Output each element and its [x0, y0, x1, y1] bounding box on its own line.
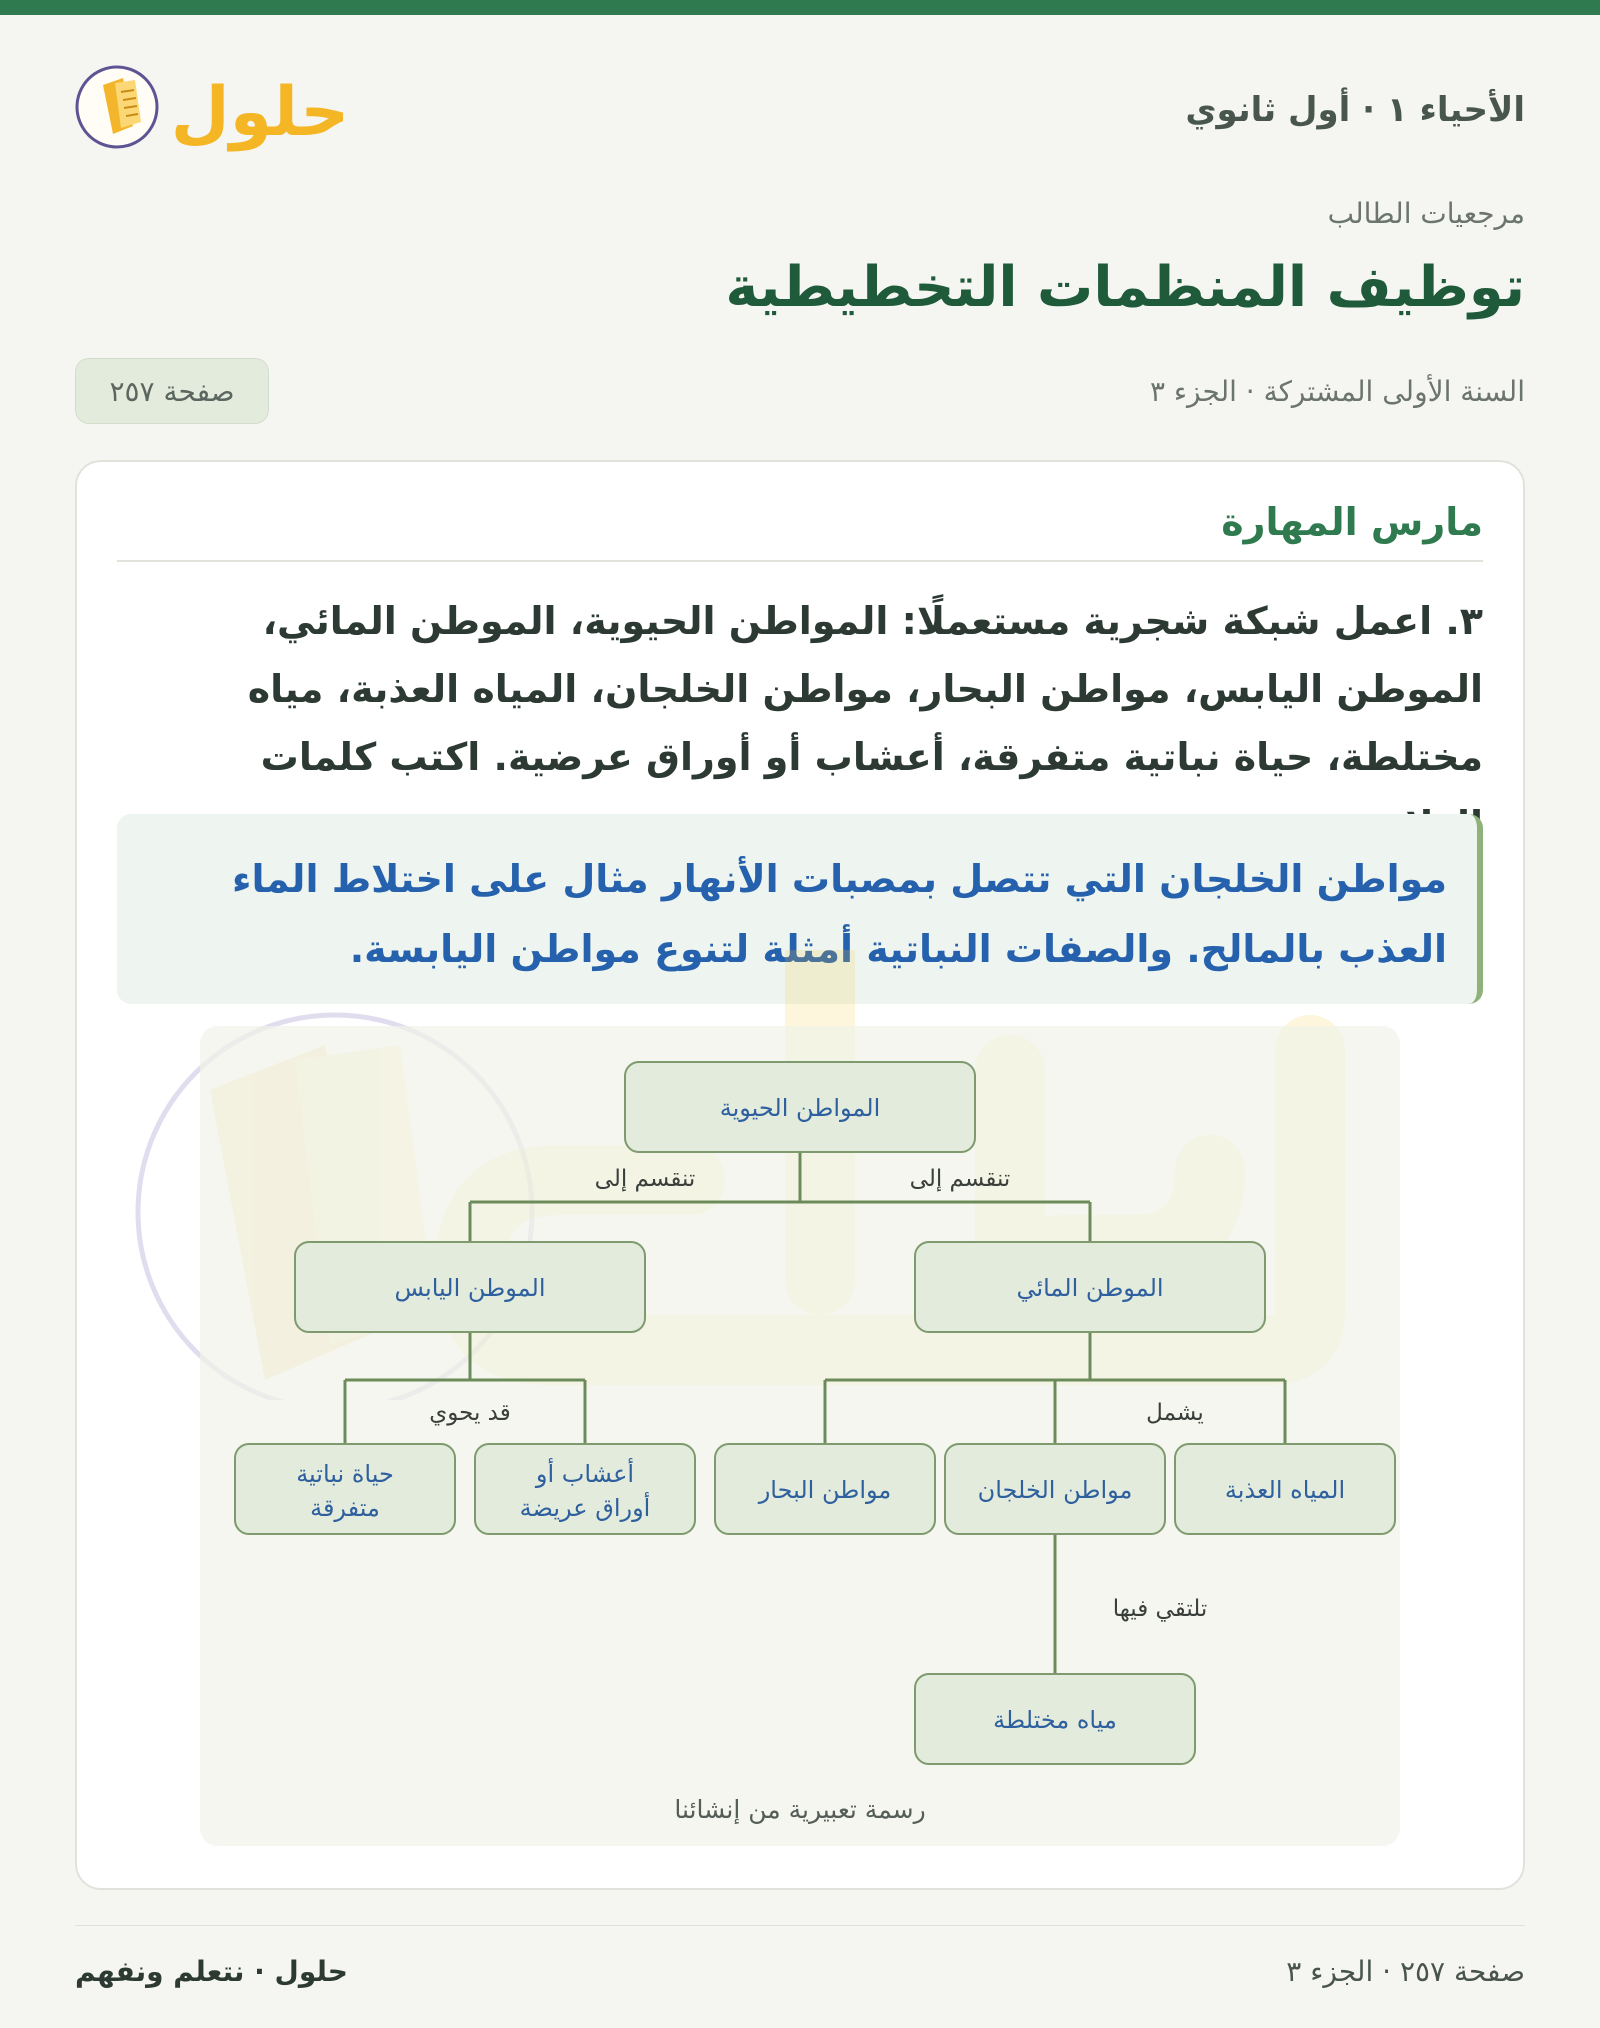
page-number-badge: صفحة ٢٥٧ — [75, 358, 269, 424]
hlool-logo — [75, 50, 355, 160]
node-mixed-label: مياه مختلطة — [993, 1706, 1117, 1734]
question-text: ٣. اعمل شبكة شجرية مستعملًا: المواطن الحيوية، الموطن المائي، الموطن اليابس، مواطن البحار، مواطن الخلجان، المياه العذبة، مياه مختلطة، حياة نباتية متفرقة، أعشاب أو أوراق عرضية. اكتب كلمات — [247, 599, 1483, 779]
top-accent-bar — [0, 0, 1600, 15]
section-kicker: مرجعيات الطالب — [1327, 197, 1525, 230]
card-title: مارس المهارة — [1221, 500, 1483, 544]
node-sparse-label-1: حياة نباتية — [296, 1460, 394, 1488]
node-grass-label-2: أوراق عريضة — [519, 1494, 651, 1522]
node-root-label: المواطن الحيوية — [719, 1094, 881, 1122]
footer-divider — [75, 1925, 1525, 1926]
node-grass-label-1: أعشاب أو — [535, 1460, 635, 1488]
footer-brand: حلول · نتعلم ونفهم — [75, 1955, 348, 1988]
node-land-label: الموطن اليابس — [394, 1274, 546, 1302]
subject-label: الأحياء ١ · أول ثانوي — [1185, 90, 1525, 130]
node-sparse-label-2: متفرقة — [310, 1494, 380, 1522]
node-fresh-label: المياه العذبة — [1224, 1476, 1346, 1504]
course-meta: السنة الأولى المشتركة · الجزء ٣ — [1149, 375, 1525, 408]
card-divider — [117, 560, 1483, 562]
answer-text: مواطن الخلجان التي تتصل بمصبات الأنهار مثال على اختلاط الماء العذب بالمالح. والصفات النباتية أمثلة لتنوع مواطن اليابسة. — [232, 857, 1447, 971]
link-label-may-contain: قد يحوي — [429, 1400, 511, 1426]
node-water-label: الموطن المائي — [1016, 1274, 1164, 1302]
tree-diagram-panel — [200, 1026, 1400, 1846]
node-seas-label: مواطن البحار — [758, 1476, 892, 1504]
footer-page-ref: صفحة ٢٥٧ · الجزء ٣ — [1286, 1955, 1525, 1988]
link-label-divides-left: تنقسم إلى — [594, 1166, 696, 1192]
node-estuary-label: مواطن الخلجان — [977, 1476, 1133, 1504]
link-label-includes: يشمل — [1146, 1400, 1204, 1426]
link-label-meet: تلتقي فيها — [1112, 1596, 1208, 1622]
diagram-caption: رسمة تعبيرية من إنشائنا — [674, 1795, 926, 1824]
page-title: توظيف المنظمات التخطيطية — [725, 255, 1525, 320]
page-header — [75, 50, 1525, 160]
tree-diagram — [200, 1026, 1400, 1846]
logo-text: حلول — [170, 73, 350, 152]
link-label-divides-right: تنقسم إلى — [909, 1166, 1011, 1192]
